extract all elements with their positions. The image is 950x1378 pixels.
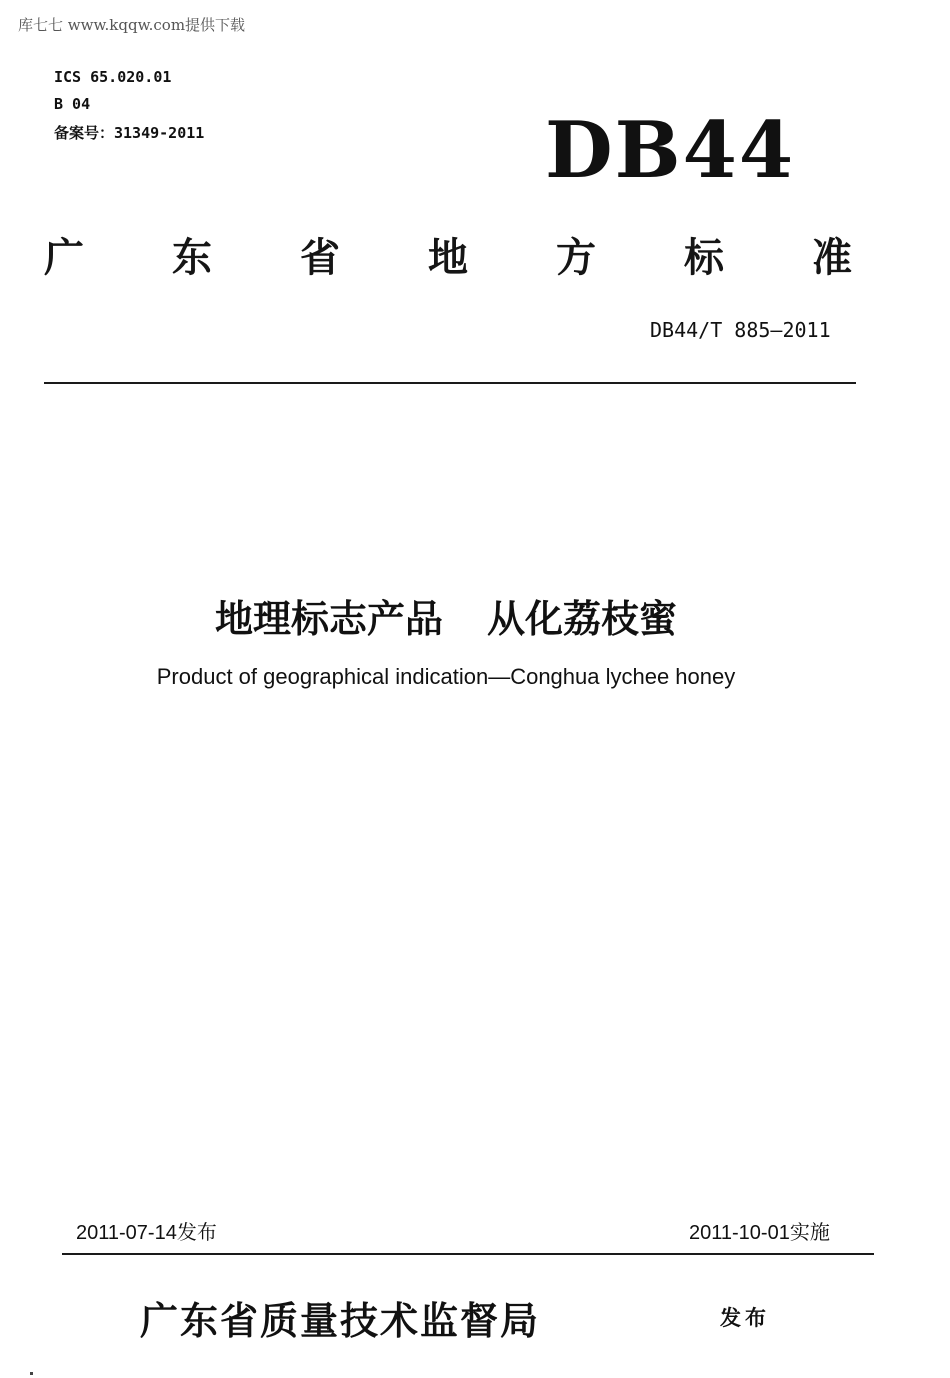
title-chinese — [0, 588, 892, 643]
bottom-divider — [62, 1253, 874, 1255]
standard-type-char: 东 — [172, 235, 212, 281]
standard-type-char: 标 — [684, 235, 724, 281]
title-chinese-part2: 从化荔枝蜜 — [487, 597, 678, 641]
top-divider — [44, 382, 856, 384]
standard-number: DB44/T 885—2011 — [650, 318, 831, 342]
standard-type-heading — [44, 226, 852, 283]
ics-code: ICS 65.020.01 — [54, 68, 172, 86]
standard-type-char: 方 — [556, 235, 596, 281]
title-chinese-part1: 地理标志产品 — [214, 597, 443, 641]
watermark-text: 库七七 www.kqqw.com提供下载 — [18, 16, 246, 34]
standard-type-char: 准 — [812, 235, 852, 281]
issue-date: 2011-07-14发布 — [76, 1222, 217, 1244]
title-english: Product of geographical indication—Conghua lychee honey — [156, 664, 736, 689]
ccs-code: B 04 — [54, 95, 91, 113]
implementation-date: 2011-10-01实施 — [689, 1222, 830, 1244]
scan-artifact-dot — [30, 1372, 33, 1375]
publish-label: 发布 — [720, 1306, 770, 1330]
publisher-name: 广东省质量技术监督局 — [140, 1298, 541, 1343]
standard-type-char: 地 — [428, 235, 468, 281]
standard-logo: DB44 — [545, 105, 796, 196]
standard-type-char: 广 — [44, 235, 84, 281]
filing-number: 备案号：31349-2011 — [54, 124, 205, 142]
standard-type-char: 省 — [300, 235, 340, 281]
